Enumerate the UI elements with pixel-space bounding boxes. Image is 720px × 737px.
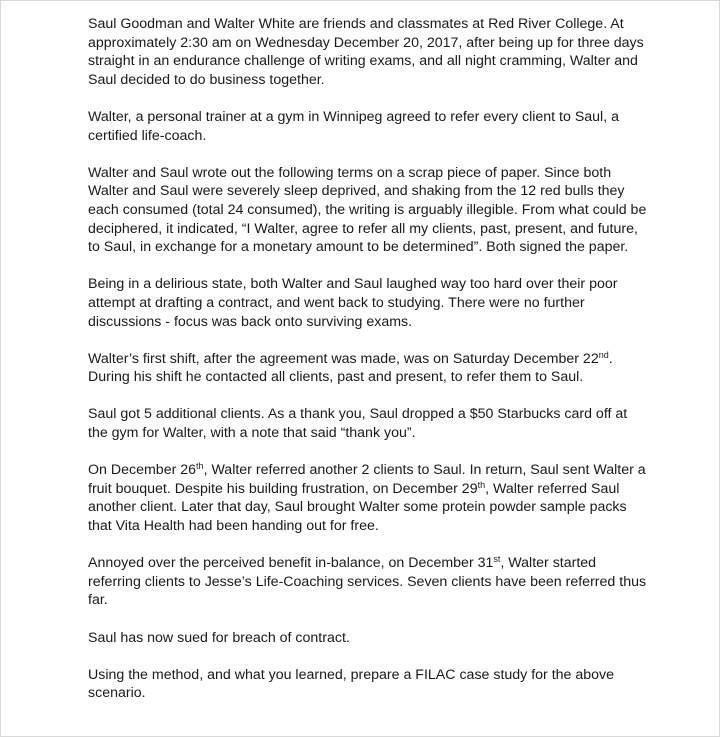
- paragraph-text: Annoyed over the perceived benefit in-balance, on December 31: [88, 555, 494, 572]
- paragraph-3: [88, 164, 648, 257]
- paragraph-5: [88, 350, 648, 387]
- ordinal-suffix: st: [493, 554, 501, 565]
- ordinal-suffix: th: [477, 479, 486, 490]
- paragraph-text: Saul got 5 additional clients. As a thank you, Saul dropped a $50 Starbucks card off at the gym for Walter, with a note that said “thank you”.: [88, 406, 628, 442]
- paragraph-10: [88, 666, 648, 703]
- paragraph-text: , Walter started referring clients to Jesse’s Life-Coaching services. Seven clients have been referred thus far.: [88, 555, 647, 609]
- paragraph-text: Walter, a personal trainer at a gym in Winnipeg agreed to refer every client to Saul, a certified life-coach.: [88, 108, 619, 144]
- ordinal-suffix: th: [196, 461, 204, 472]
- paragraph-text: Using the method, and what you learned, prepare a FILAC case study for the above scenario.: [88, 666, 615, 702]
- paragraph-8: [88, 554, 648, 610]
- document-body: [88, 15, 648, 722]
- paragraph-9: [88, 629, 648, 648]
- paragraph-text: Saul has now sued for breach of contract.: [88, 629, 350, 646]
- paragraph-text: Walter and Saul wrote out the following terms on a scrap piece of paper. Since both Walter and Saul were severely sleep deprived, and shaking from the 12 red bulls they each consumed (total 24 consumed), the writing is arguably illegible. From what could be deciphered, it indicated, “I Walter, agree to refer all my clients, past, present, and future, to Saul, in exchange for a monetary amount to be determined”. Both signed the paper.: [88, 164, 647, 256]
- paragraph-text: , Walter referred another 2 clients to Saul. In return, Saul sent Walter a fruit bouquet. Despite his building frustration, on December 29: [88, 462, 646, 497]
- paragraph-text: On December 26: [88, 462, 197, 479]
- paragraph-text: Walter’s first shift, after the agreement was made, was on Saturday December 22: [88, 350, 599, 367]
- paragraph-1: [88, 15, 648, 89]
- paragraph-text: . During his shift he contacted all clients, past and present, to refer them to Saul.: [88, 350, 613, 386]
- paragraph-text: Saul Goodman and Walter White are friends and classmates at Red River College. At approximately 2:30 am on Wednesday December 20, 2017, after being up for three days straight in an endurance challenge of writing exams, and all night cramming, Walter and Saul decided to do business together.: [88, 16, 644, 88]
- paragraph-7: [88, 461, 648, 535]
- paragraph-4: [88, 275, 648, 331]
- paragraph-text: , Walter referred Saul another client. Later that day, Saul brought Walter some protein powder sample packs that Vita Health had been handing out for free.: [88, 480, 627, 535]
- paragraph-6: [88, 405, 648, 442]
- paragraph-text: Being in a delirious state, both Walter and Saul laughed way too hard over their poor attempt at drafting a contract, and went back to studying. There were no further discussions - focus was back onto surviving exams.: [88, 276, 618, 330]
- ordinal-suffix: nd: [598, 349, 609, 360]
- paragraph-2: [88, 108, 648, 145]
